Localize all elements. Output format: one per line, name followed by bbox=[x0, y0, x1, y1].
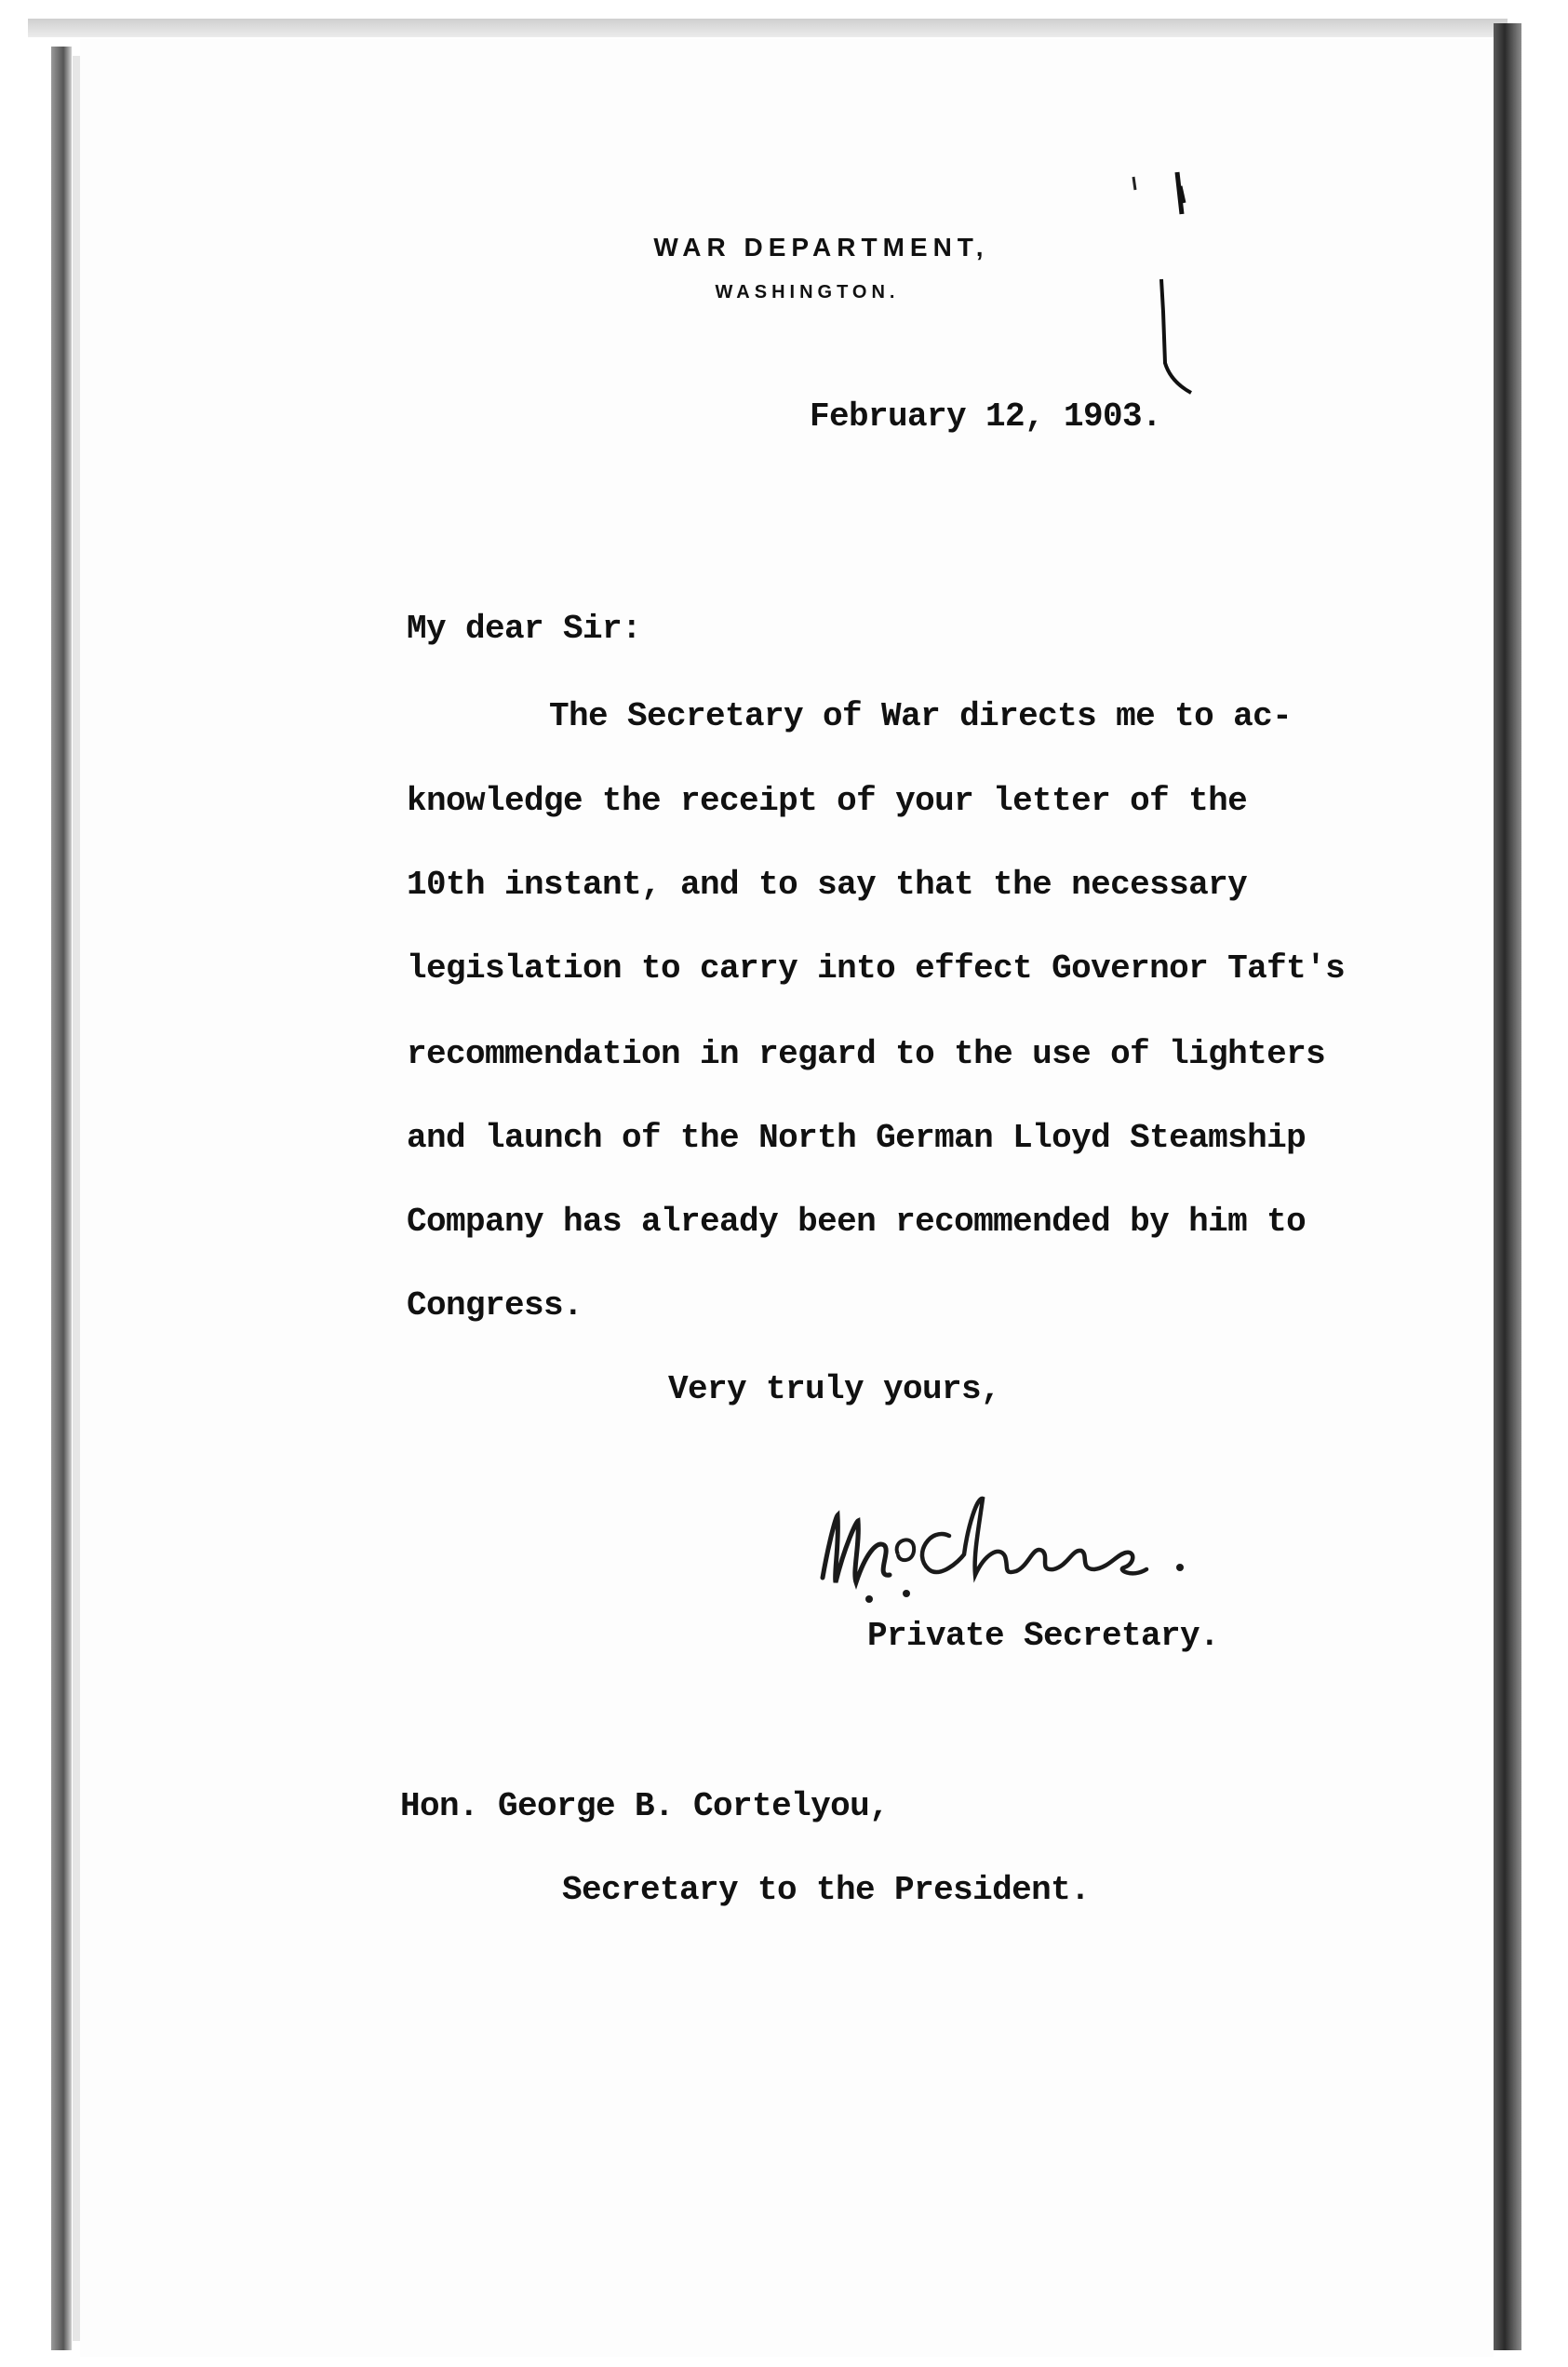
photo-frame-left-edge bbox=[51, 47, 72, 2350]
addressee-title: Secretary to the President. bbox=[562, 1871, 1091, 1909]
salutation: My dear Sir: bbox=[407, 610, 642, 648]
letter-date: February 12, 1903. bbox=[810, 397, 1162, 436]
body-line: knowledge the receipt of your letter of the bbox=[407, 782, 1248, 820]
body-line: recommendation in regard to the use of lighters bbox=[407, 1035, 1326, 1073]
complimentary-closing: Very truly yours, bbox=[668, 1370, 1001, 1408]
body-line: Congress. bbox=[407, 1286, 583, 1325]
signer-title: Private Secretary. bbox=[867, 1617, 1220, 1655]
photo-frame-left-inner bbox=[73, 56, 80, 2341]
photo-frame-right-edge bbox=[1494, 23, 1521, 2350]
photo-frame-top-edge bbox=[28, 19, 1508, 37]
body-line: and launch of the North German Lloyd Steamship bbox=[407, 1119, 1307, 1157]
body-line: Company has already been recommended by him to bbox=[407, 1203, 1307, 1241]
pencil-marks-icon bbox=[1117, 149, 1238, 410]
letter-sheet bbox=[80, 39, 1494, 2357]
addressee-name: Hon. George B. Cortelyou, bbox=[400, 1787, 890, 1825]
body-line: legislation to carry into effect Governor Taft's bbox=[407, 949, 1346, 988]
letterhead-department: WAR DEPARTMENT, bbox=[653, 233, 989, 262]
body-line: The Secretary of War directs me to ac- bbox=[549, 697, 1293, 735]
letterhead-city: WASHINGTON. bbox=[715, 282, 900, 303]
handwritten-signature-icon bbox=[810, 1489, 1219, 1610]
body-line: 10th instant, and to say that the necessary bbox=[407, 866, 1248, 904]
